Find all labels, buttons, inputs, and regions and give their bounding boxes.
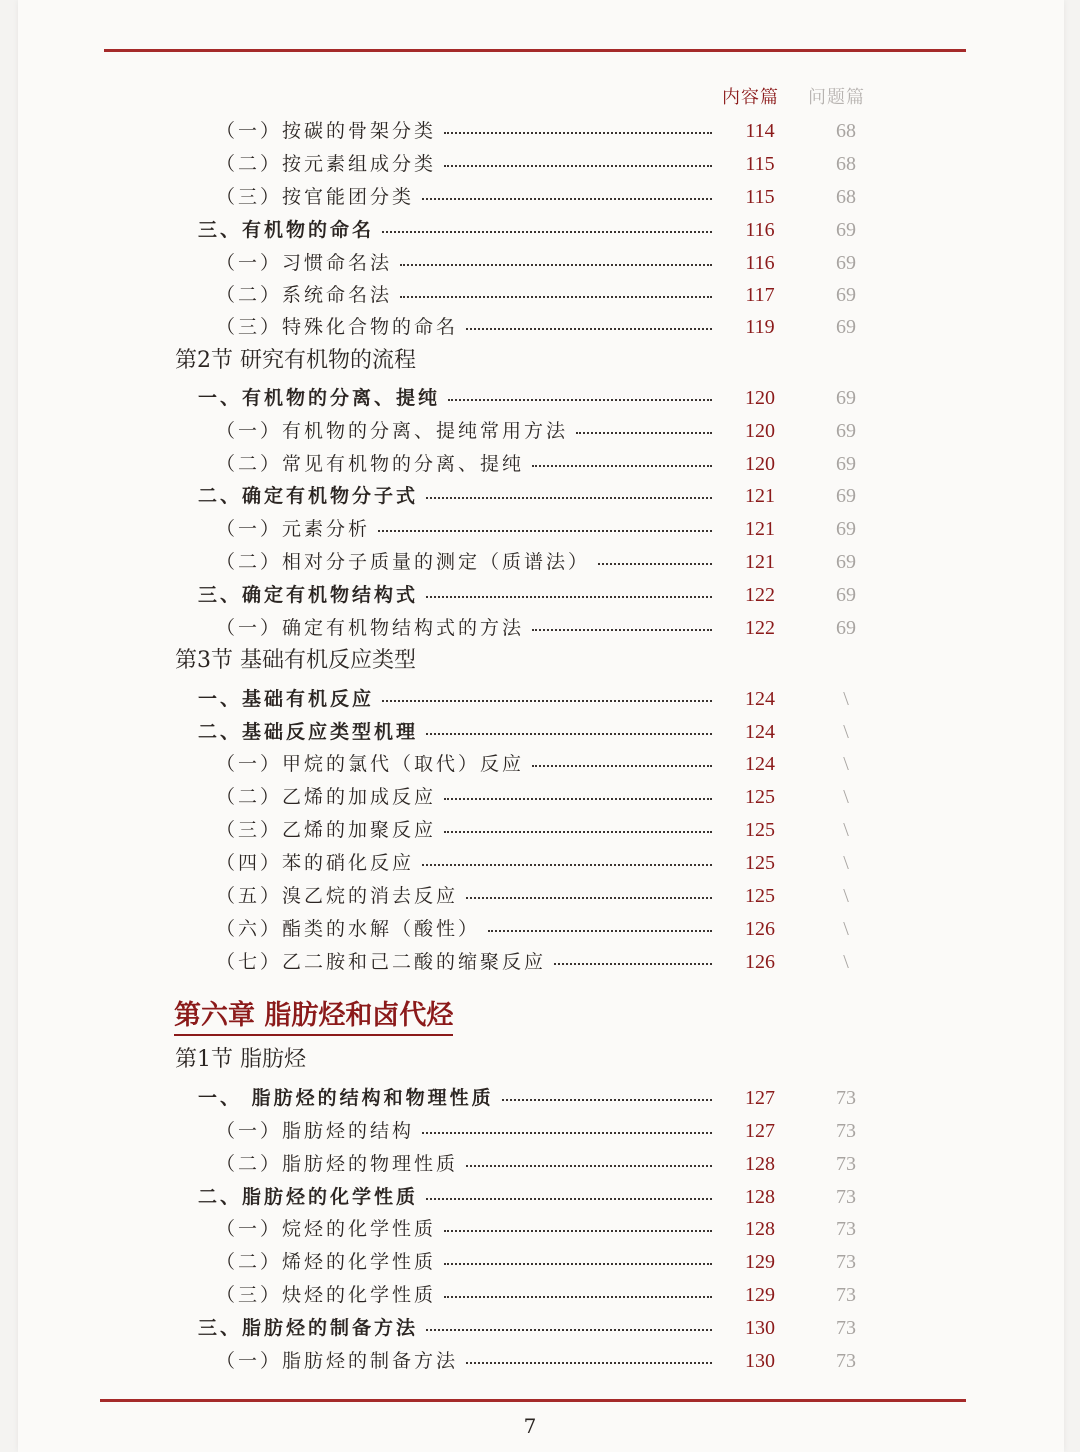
content-page-number: 114 [745,120,775,142]
toc-row[interactable] [0,416,1080,446]
dot-leader [444,1263,712,1265]
question-page-number: \ [843,819,849,841]
question-column-header: 问题篇 [808,87,865,108]
dot-leader [466,1362,712,1364]
question-page-number: 73 [836,1284,856,1306]
toc-row[interactable] [0,547,1080,577]
toc-entry-title: （一）习惯命名法 [216,252,393,274]
content-page-number: 125 [745,885,775,907]
content-page-number: 125 [745,786,775,808]
toc-entry-title: 三、脂肪烃的制备方法 [198,1317,419,1339]
toc-entry-title: （一）有机物的分离、提纯常用方法 [216,420,569,442]
content-page-number: 115 [745,186,775,208]
dot-leader [448,399,712,401]
toc-row[interactable] [0,717,1080,747]
question-page-number: \ [843,951,849,973]
dot-leader [532,765,712,767]
top-rule [104,49,966,52]
content-column-header: 内容篇 [722,87,779,108]
content-page-number: 121 [745,551,775,573]
question-page-number: 73 [836,1153,856,1175]
toc-row[interactable] [0,1313,1080,1343]
toc-row[interactable] [0,848,1080,878]
toc-entry-title: （三）特殊化合物的命名 [216,316,459,338]
toc-row[interactable] [0,613,1080,643]
toc-row[interactable] [0,312,1080,342]
toc-entry-title: （一）脂肪烃的制备方法 [216,1350,459,1372]
toc-row[interactable] [0,947,1080,977]
toc-row[interactable] [0,1083,1080,1113]
toc-entry-title: （二）常见有机物的分离、提纯 [216,453,525,475]
question-page-number: 73 [836,1350,856,1372]
toc-entry-title: （二）系统命名法 [216,284,393,306]
toc-row[interactable] [0,1149,1080,1179]
toc-row[interactable] [0,1182,1080,1212]
question-page-number: 73 [836,1120,856,1142]
toc-row[interactable] [0,481,1080,511]
question-page-number: 73 [836,1186,856,1208]
question-page-number: 73 [836,1317,856,1339]
toc-row[interactable] [0,383,1080,413]
dot-leader [400,296,712,298]
dot-leader [488,930,712,932]
content-page-number: 127 [745,1087,775,1109]
question-page-number: 69 [836,617,856,639]
question-page-number: 68 [836,186,856,208]
dot-leader [422,864,712,866]
question-page-number: 69 [836,551,856,573]
toc-row[interactable] [0,280,1080,310]
bottom-rule [100,1399,966,1402]
toc-row[interactable] [0,749,1080,779]
content-page-number: 128 [745,1218,775,1240]
toc-row[interactable] [0,449,1080,479]
content-page-number: 124 [745,688,775,710]
toc-entry-title: （一）按碳的骨架分类 [216,120,437,142]
toc-entry-title: （二）脂肪烃的物理性质 [216,1153,459,1175]
toc-row[interactable] [0,248,1080,278]
toc-row[interactable] [0,116,1080,146]
content-page-number: 121 [745,518,775,540]
content-page-number: 124 [745,721,775,743]
toc-row[interactable] [0,514,1080,544]
content-page-number: 124 [745,753,775,775]
question-page-number: 69 [836,420,856,442]
content-page-number: 126 [745,918,775,940]
question-page-number: 73 [836,1251,856,1273]
toc-entry-title: 一、 脂肪烃的结构和物理性质 [198,1087,494,1109]
dot-leader [532,465,712,467]
toc-row[interactable] [0,215,1080,245]
toc-entry-title: （一）烷烃的化学性质 [216,1218,437,1240]
toc-row[interactable] [0,149,1080,179]
content-page-number: 125 [745,852,775,874]
toc-row[interactable] [0,1214,1080,1244]
toc-entry-title: （二）相对分子质量的测定（质谱法） [216,551,591,573]
toc-entry-title: （一）脂肪烃的结构 [216,1120,415,1142]
content-page-number: 119 [745,316,775,338]
dot-leader [444,798,712,800]
dot-leader [444,831,712,833]
toc-row[interactable] [0,684,1080,714]
content-page-number: 120 [745,420,775,442]
question-page-number: \ [843,721,849,743]
section-heading: 第1节 脂肪烃 [175,1047,306,1072]
toc-row[interactable] [0,1280,1080,1310]
toc-row[interactable] [0,1247,1080,1277]
toc-entry-title: （一）确定有机物结构式的方法 [216,617,525,639]
toc-entry-title: （三）按官能团分类 [216,186,415,208]
toc-entry-title: （二）乙烯的加成反应 [216,786,437,808]
toc-entry-title: （二）按元素组成分类 [216,153,437,175]
toc-entry-title: （三）乙烯的加聚反应 [216,819,437,841]
dot-leader [554,963,712,965]
question-page-number: 69 [836,584,856,606]
toc-row[interactable] [0,815,1080,845]
toc-entry-title: （六）酯类的水解（酸性） [216,918,481,940]
dot-leader [466,1165,712,1167]
question-page-number: 73 [836,1087,856,1109]
question-page-number: \ [843,918,849,940]
content-page-number: 117 [745,284,775,306]
page-number: 7 [523,1414,537,1438]
question-page-number: 69 [836,284,856,306]
content-page-number: 130 [745,1350,775,1372]
dot-leader [426,497,712,499]
toc-entry-title: （一）甲烷的氯代（取代）反应 [216,753,525,775]
dot-leader [466,328,712,330]
dot-leader [382,700,712,702]
question-page-number: 69 [836,485,856,507]
dot-leader [466,897,712,899]
dot-leader [426,1198,712,1200]
question-page-number: 69 [836,387,856,409]
content-page-number: 127 [745,1120,775,1142]
toc-entry-title: （七）乙二胺和己二酸的缩聚反应 [216,951,547,973]
toc-row[interactable] [0,782,1080,812]
toc-entry-title: （五）溴乙烷的消去反应 [216,885,459,907]
question-page-number: 69 [836,453,856,475]
toc-row[interactable] [0,580,1080,610]
question-page-number: 73 [836,1218,856,1240]
toc-entry-title: 二、基础反应类型机理 [198,721,419,743]
content-page-number: 116 [745,219,775,241]
content-page-number: 128 [745,1186,775,1208]
content-page-number: 116 [745,252,775,274]
toc-entry-title: （四）苯的硝化反应 [216,852,415,874]
question-page-number: \ [843,852,849,874]
dot-leader [426,1329,712,1331]
content-page-number: 125 [745,819,775,841]
content-page-number: 126 [745,951,775,973]
content-page-number: 122 [745,584,775,606]
dot-leader [422,198,712,200]
question-page-number: 69 [836,518,856,540]
dot-leader [426,733,712,735]
section-heading: 第2节 研究有机物的流程 [175,348,416,373]
toc-entry-title: 一、基础有机反应 [198,688,375,710]
content-page-number: 128 [745,1153,775,1175]
content-page-number: 115 [745,153,775,175]
toc-row[interactable] [0,182,1080,212]
content-page-number: 120 [745,453,775,475]
toc-entry-title: 二、确定有机物分子式 [198,485,419,507]
toc-row[interactable] [0,1116,1080,1146]
toc-entry-title: 二、脂肪烃的化学性质 [198,1186,419,1208]
section-heading: 第3节 基础有机反应类型 [175,648,416,673]
toc-entry-title: 三、有机物的命名 [198,219,375,241]
question-page-number: \ [843,885,849,907]
dot-leader [378,530,712,532]
question-page-number: 69 [836,219,856,241]
question-page-number: 68 [836,153,856,175]
dot-leader [502,1099,712,1101]
toc-entry-title: （一）元素分析 [216,518,371,540]
toc-row[interactable] [0,1346,1080,1376]
content-page-number: 129 [745,1284,775,1306]
dot-leader [532,629,712,631]
question-page-number: \ [843,786,849,808]
content-page-number: 129 [745,1251,775,1273]
toc-row[interactable] [0,914,1080,944]
question-page-number: \ [843,688,849,710]
toc-entry-title: （三）炔烃的化学性质 [216,1284,437,1306]
dot-leader [444,1230,712,1232]
dot-leader [444,165,712,167]
question-page-number: 69 [836,316,856,338]
dot-leader [576,432,712,434]
content-page-number: 120 [745,387,775,409]
question-page-number: \ [843,753,849,775]
question-page-number: 69 [836,252,856,274]
content-page-number: 130 [745,1317,775,1339]
toc-entry-title: 三、确定有机物结构式 [198,584,419,606]
dot-leader [400,264,712,266]
toc-entry-title: 一、有机物的分离、提纯 [198,387,441,409]
chapter-heading[interactable]: 第六章 脂肪烃和卤代烃 [174,998,453,1036]
content-page-number: 122 [745,617,775,639]
dot-leader [426,596,712,598]
dot-leader [382,231,712,233]
dot-leader [598,563,712,565]
toc-entry-title: （二）烯烃的化学性质 [216,1251,437,1273]
dot-leader [444,132,712,134]
question-page-number: 68 [836,120,856,142]
content-page-number: 121 [745,485,775,507]
toc-row[interactable] [0,881,1080,911]
dot-leader [422,1132,712,1134]
dot-leader [444,1296,712,1298]
